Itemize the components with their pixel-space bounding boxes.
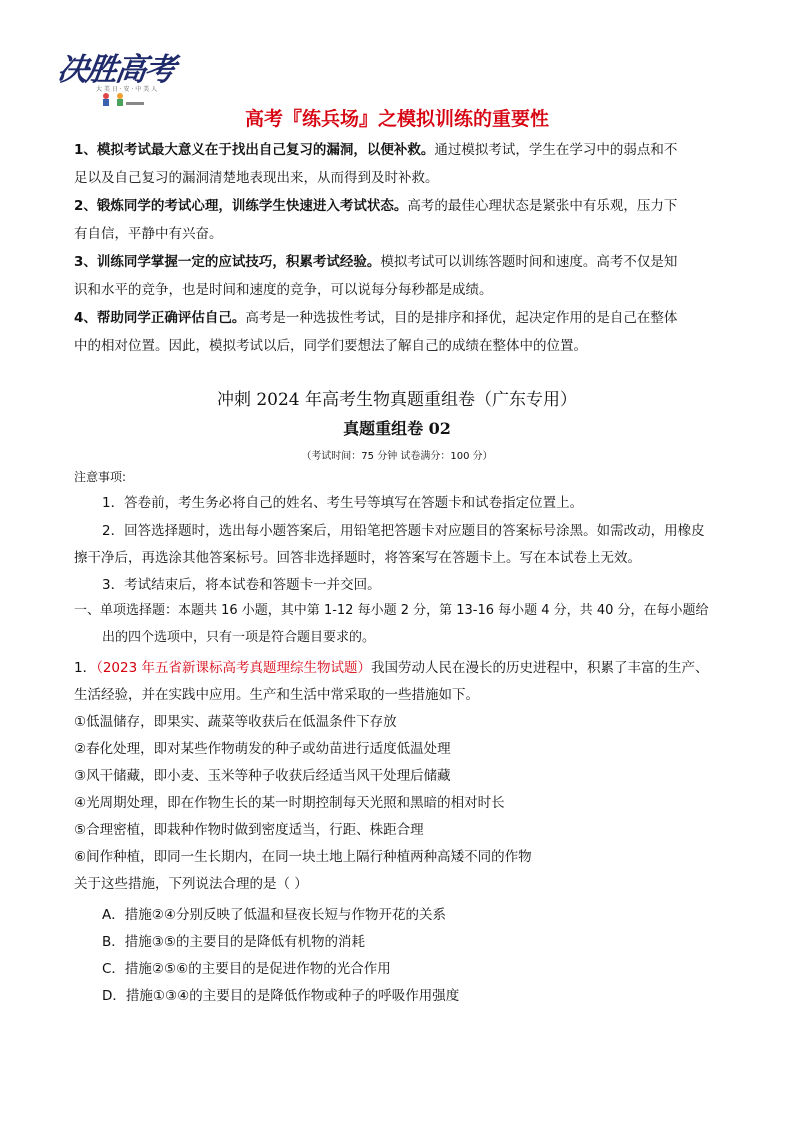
point-4 [74, 304, 726, 360]
notice-item-1: 1．答卷前，考生务必将自己的姓名、考生号等填写在答题卡和试卷指定位置上。 [102, 495, 584, 511]
notice-item-3: 3．考试结束后，将本试卷和答题卡一并交回。 [102, 577, 381, 593]
point-2-line2: 有自信，平静中有兴奋。 [74, 226, 223, 242]
section-heading-cont: 出的四个选项中，只有一项是符合题目要求的。 [102, 630, 376, 645]
exam-title: 冲刺 2024 年高考生物真题重组卷（广东专用） [216, 390, 578, 410]
measure-2: ②春化处理，即对某些作物萌发的种子或幼苗进行适度低温处理 [74, 741, 451, 757]
exam-subtitle: 真题重组卷 02 [343, 419, 451, 438]
point-2-text: 高考的最佳心理状态是紧张中有乐观，压力下 [407, 198, 678, 214]
point-4-text: 高考是一种选拔性考试，目的是排序和择优，起决定作用的是自己在整体 [245, 310, 678, 326]
question-stem-1: 我国劳动人民在漫长的历史进程中，积累了丰富的生产、 [371, 660, 709, 676]
section-heading: 一、单项选择题：本题共 16 小题，其中第 1-12 每小题 2 分，第 13-16 每小题 4 分，共 40 分，在每小题给 [74, 603, 709, 618]
point-3-bold: 3、训练同学掌握一定的应试技巧，积累考试经验。 [74, 254, 381, 270]
question-ask: 关于这些措施，下列说法合理的是（ ） [74, 876, 308, 892]
point-1 [74, 136, 726, 192]
exam-time: （考试时间：75 分钟 试卷满分：100 分） [301, 451, 493, 462]
notice-heading: 注意事项: [74, 470, 127, 484]
question-stem-2: 生活经验，并在实践中应用。生产和生活中常采取的一些措施如下。 [74, 687, 479, 703]
point-3-text: 模拟考试可以训练答题时间和速度。高考不仅是知 [380, 254, 678, 270]
measure-6: ⑥间作种植，即同一生长期内，在同一块土地上隔行种植两种高矮不同的作物 [74, 849, 532, 865]
measure-4: ④光周期处理，即在作物生长的某一时期控制每天光照和黑暗的相对时长 [74, 795, 505, 811]
logo-subtitle: 大 美 日 · 安 · 中 美 人 [96, 86, 158, 93]
notice-item-2: 2．回答选择题时，选出每小题答案后，用铅笔把答题卡对应题目的答案标号涂黑。如需改动，用橡皮 [102, 523, 705, 539]
page-title: 高考『练兵场』之模拟训练的重要性 [244, 108, 549, 130]
point-1-line2: 足以及自己复习的漏洞清楚地表现出来，从而得到及时补救。 [74, 170, 439, 186]
point-4-bold: 4、帮助同学正确评估自己。 [74, 310, 246, 326]
option-a: A．措施②④分别反映了低温和昼夜长短与作物开花的关系 [102, 907, 446, 923]
question-source: （2023 年五省新课标高考真题理综生物试题） [96, 660, 371, 676]
measure-1: ①低温储存，即果实、蔬菜等收获后在低温条件下存放 [74, 714, 397, 730]
point-2-bold: 2、锻炼同学的考试心理，训练学生快速进入考试状态。 [74, 198, 408, 214]
measure-3: ③风干储藏，即小麦、玉米等种子收获后经适当风干处理后储藏 [74, 768, 451, 784]
point-3 [74, 248, 726, 304]
option-b: B．措施③⑤的主要目的是降低有机物的消耗 [102, 934, 365, 950]
option-d: D．措施①③④的主要目的是降低作物或种子的呼吸作用强度 [102, 988, 460, 1004]
point-4-line2: 中的相对位置。因此，模拟考试以后，同学们要想法了解自己的成绩在整体中的位置。 [74, 338, 587, 354]
option-c: C．措施②⑤⑥的主要目的是促进作物的光合作用 [102, 961, 391, 977]
point-1-bold: 1、模拟考试最大意义在于找出自己复习的漏洞，以便补救。 [74, 142, 435, 158]
point-2 [74, 192, 726, 248]
question-number: 1． [74, 660, 97, 676]
point-1-text: 通过模拟考试，学生在学习中的弱点和不 [434, 142, 678, 158]
question-1-stem [74, 655, 726, 681]
point-3-line2: 识和水平的竞争，也是时间和速度的竞争，可以说每分每秒都是成绩。 [74, 282, 493, 298]
measure-5: ⑤合理密植，即栽种作物时做到密度适当，行距、株距合理 [74, 822, 424, 838]
notice-item-2-cont: 擦干净后，再选涂其他答案标号。回答非选择题时，将答案写在答题卡上。写在本试卷上无效。 [74, 550, 641, 566]
logo-text: 决胜高考 [54, 52, 177, 88]
